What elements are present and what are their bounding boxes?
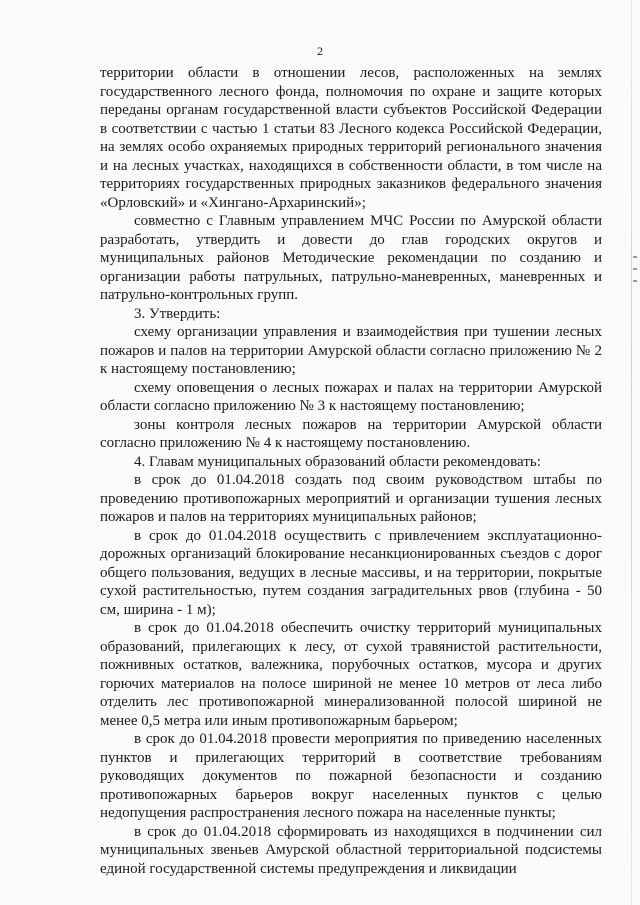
paragraph-fire-barriers: в срок до 01.04.2018 провести мероприятия по приведению населенных пунктов и прилегающих территорий в соответствие требованиям руководящих документов по пожарной безопасности и созданию противопожарных барьеров вокруг населенных пунктов с целью недопущения распространения лесного пожара на населенные пункты;	[100, 731, 602, 821]
paragraph-block-exits: в срок до 01.04.2018 осуществить с привлечением эксплуатационно-дорожных организаций блокирование несанкционированных съездов с дорог общего пользования, ведущих в лесные массивы, и на территории, покрытые сухой растительностью, путем создания заградительных рвов (глубина - 50 см, ширина - 1 м);	[100, 527, 602, 618]
paragraph-control-zones: зоны контроля лесных пожаров на территории Амурской области согласно приложению № 4 к настоящему постановлению.	[100, 416, 602, 451]
scan-artifact-mark	[633, 268, 637, 270]
paragraph-forest-territories: территории области в отношении лесов, расположенных на землях государственного лесного фонда, полномочия по охране и защите которых переданы органам государственной власти субъектов Российской Федерации в соответствии с частью 1 статьи 83 Лесного кодекса Российской Федерации, на землях особо охраняемых природных территорий регионального значения и на лесных участках, находящихся в собственности области, в том числе на территориях государственных природных заказников федерального значения «Орловский» и «Хингано-Архаринский»;	[100, 65, 602, 211]
paragraph-clear-territories: в срок до 01.04.2018 обеспечить очистку территорий муниципальных образований, прилегающих к лесу, от сухой травянистой растительности, пожнивных остатков, валежника, порубочных остатков, мусора и других горючих материалов на полосе шириной не менее 10 метров от леса либо отделить лес противопожарной минерализованной полосой шириной не менее 0,5 метра или иным противопожарным барьером;	[100, 620, 602, 729]
paragraph-approve-heading: 3. Утвердить:	[134, 305, 221, 322]
paragraph-methodical-recommendations: совместно с Главным управлением МЧС России по Амурской области разработать, утвердить и довести до глав городских округов и муниципальных районов Методические рекомендации по созданию и организации работы патрульных, патрульно-маневренных, маневренных и патрульно-контрольных групп.	[100, 213, 602, 303]
scan-artifact-mark	[633, 280, 637, 282]
page-number: 2	[317, 44, 323, 58]
paragraph-management-scheme: схему организации управления и взаимодействия при тушении лесных пожаров и палов на территории Амурской области согласно приложению № 2 к настоящему постановлению;	[100, 324, 602, 377]
paragraph-notification-scheme: схему оповещения о лесных пожарах и палах на территории Амурской области согласно приложению № 3 к настоящему постановлению;	[100, 379, 602, 414]
paragraph-recommend-heading: 4. Главам муниципальных образований области рекомендовать:	[134, 453, 541, 470]
scan-edge-line	[631, 0, 632, 905]
paragraph-form-forces: в срок до 01.04.2018 сформировать из находящихся в подчинении сил муниципальных звеньев Амурской областной территориальной подсистемы единой государственной системы предупреждения и ликвидации	[100, 823, 602, 877]
paragraph-create-headquarters: в срок до 01.04.2018 создать под своим руководством штабы по проведению противопожарных мероприятий и организации тушения лесных пожаров и палов на территориях муниципальных районов;	[100, 472, 602, 525]
scan-artifact-mark	[633, 256, 637, 258]
document-body	[100, 64, 602, 878]
